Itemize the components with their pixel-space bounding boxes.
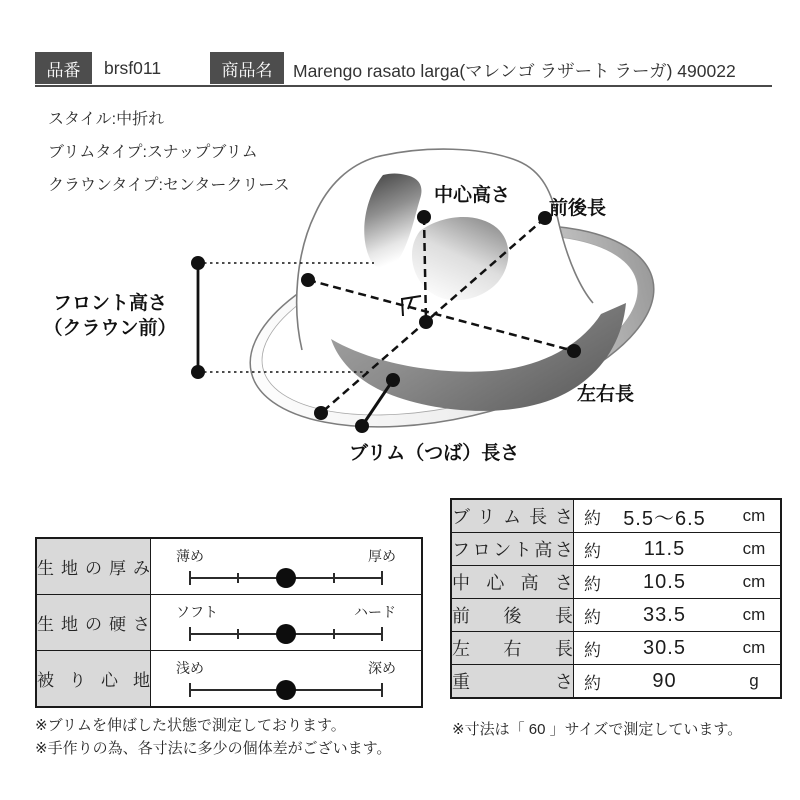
approx-prefix: 約 — [584, 673, 601, 693]
measurement-value: 10.5 — [643, 570, 686, 593]
spec-style: スタイル:中折れ — [48, 111, 165, 128]
footnote-measured-size: ※寸法は「 60 」サイズで測定しています。 — [452, 721, 743, 738]
slider-max-label: 深め — [368, 660, 396, 676]
spec-crown-type: クラウンタイプ:センタークリース — [48, 177, 290, 194]
slider-track — [190, 681, 382, 699]
label-front-height — [20, 291, 200, 341]
spec-brim-type: ブリムタイプ:スナップブリム — [48, 144, 258, 161]
table-row — [451, 499, 781, 533]
measurement-unit: cm — [742, 638, 766, 657]
slider-dot — [276, 624, 296, 644]
front-height-row-label: フロント高さ — [451, 533, 574, 566]
fabric-stiffness-slider — [176, 602, 396, 643]
header-divider — [35, 85, 772, 87]
approx-prefix: 約 — [584, 574, 601, 594]
label-front-back-length: 前後長 — [549, 198, 607, 219]
slider-min-label: 浅め — [176, 660, 204, 676]
slider-dot — [276, 680, 296, 700]
table-row — [36, 595, 422, 651]
label-center-height: 中心高さ — [434, 185, 511, 206]
front-back-length-row-label: 前後長 — [451, 599, 574, 632]
brim-length-row-label: ブリム長さ — [451, 499, 574, 533]
approx-prefix: 約 — [584, 640, 601, 660]
size-measurement-table — [450, 498, 782, 699]
table-row — [451, 632, 781, 665]
center-height-row-label: 中心高さ — [451, 566, 574, 599]
product-name-badge: 商品名 — [210, 52, 284, 84]
footnote-handmade-variance: ※手作りの為、各寸法に多少の個体差がございます。 — [35, 740, 392, 757]
item-number-value: brsf011 — [104, 58, 162, 78]
table-row — [36, 651, 422, 708]
approx-prefix: 約 — [584, 508, 601, 528]
fabric-stiffness-label: 生地の硬さ — [36, 595, 151, 651]
measurement-unit: cm — [742, 506, 766, 525]
table-row — [451, 533, 781, 566]
slider-track — [190, 625, 382, 643]
item-number-badge: 品番 — [35, 52, 92, 84]
wearing-comfort-slider — [176, 658, 396, 699]
left-right-length-row-label: 左右長 — [451, 632, 574, 665]
slider-max-label: ハード — [354, 604, 396, 620]
measurement-value: 33.5 — [643, 603, 686, 626]
table-row — [451, 566, 781, 599]
table-row — [451, 599, 781, 632]
product-name-value: Marengo rasato larga(マレンゴ ラザート ラーガ) 490022 — [293, 61, 736, 81]
slider-min-label: 薄め — [176, 548, 204, 564]
label-brim-length: ブリム（つば）長さ — [349, 443, 520, 464]
footnote-brim-measured: ※ブリムを伸ばした状態で測定しております。 — [35, 717, 346, 734]
slider-dot — [276, 568, 296, 588]
weight-row-label: 重さ — [451, 665, 574, 699]
slider-min-label: ソフト — [176, 604, 218, 620]
label-front-height-line1: フロント高さ — [52, 293, 167, 314]
label-left-right-length: 左右長 — [577, 384, 635, 405]
measurement-unit: cm — [742, 572, 766, 591]
measurement-value: 30.5 — [643, 636, 686, 659]
measurement-value: 90 — [652, 669, 677, 692]
slider-track — [190, 569, 382, 587]
table-row — [451, 665, 781, 699]
measurement-unit: g — [749, 671, 759, 690]
measurement-unit: cm — [742, 605, 766, 624]
fabric-property-table — [35, 537, 423, 708]
table-row — [36, 538, 422, 595]
fabric-thickness-slider — [176, 546, 396, 587]
measurement-unit: cm — [742, 539, 766, 558]
wearing-comfort-label: 被り心地 — [36, 651, 151, 708]
slider-max-label: 厚め — [368, 548, 396, 564]
measurement-value: 11.5 — [643, 537, 686, 560]
label-front-height-line2: （クラウン前） — [43, 318, 177, 339]
approx-prefix: 約 — [584, 607, 601, 627]
measurement-value: 5.5〜6.5 — [623, 507, 706, 530]
approx-prefix: 約 — [584, 541, 601, 561]
fabric-thickness-label: 生地の厚み — [36, 538, 151, 595]
